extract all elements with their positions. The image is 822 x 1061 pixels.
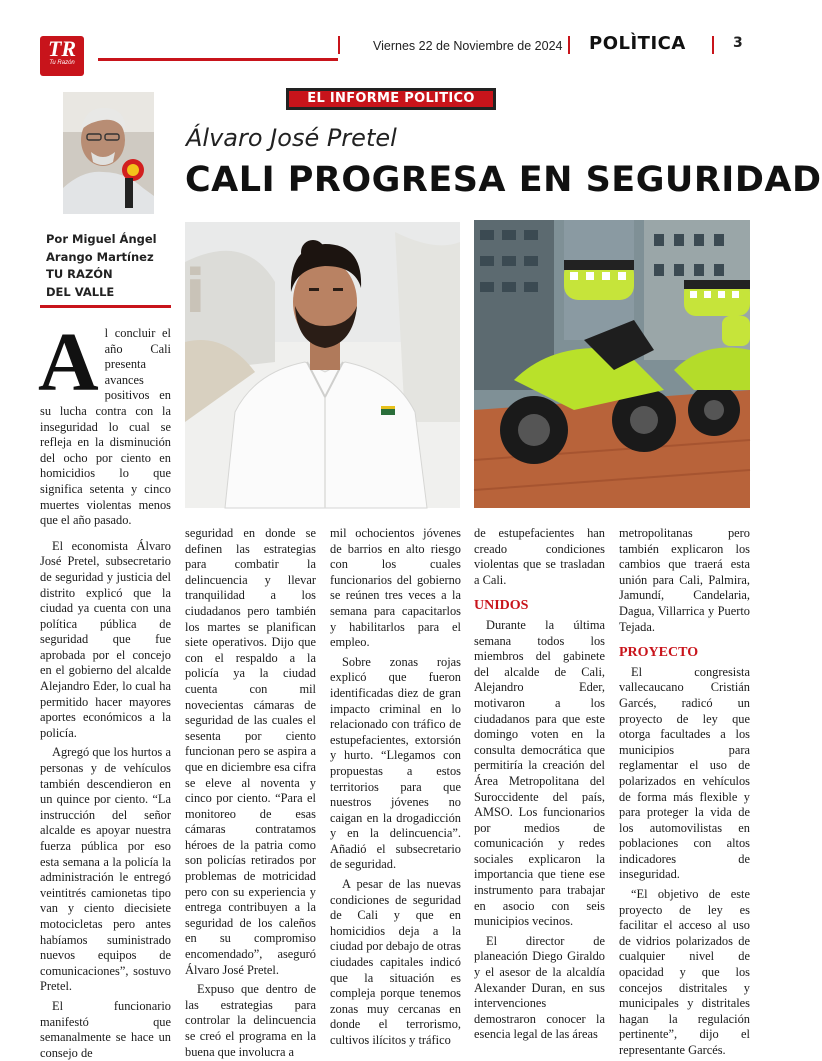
- paragraph: A pesar de las nuevas condiciones de seguridad de Cali y que en homicidios deja a la ciudad por debajo de otras ciudades capitales indicó que la situación es compleja porque tenemos zonas muy cercanas en donde el terrorismo, cultivos ilícitos y tráfico: [330, 877, 461, 1047]
- lead-paragraph: [38, 316, 171, 529]
- byline-line: TU RAZÓN: [46, 267, 113, 281]
- paragraph: metropolitanas pero también explicaron los cambios que traerá esta unión para Cali, Palmira, Jamundí, Candelaria, Dagua, Villarrica y Puerto Tejada.: [619, 526, 750, 634]
- header-divider: [712, 36, 714, 54]
- lead-text: l concluir el año Cali presenta avances positivos en su lucha contra con la inseguridad lo cual se refleja en la disminución del ocho por ciento en homicidios lo que significa setenta y cinco muertes violentas menos que el año pasado.: [40, 326, 171, 528]
- header-divider: [338, 36, 340, 54]
- paragraph: de estupefacientes han creado condiciones violentas que se trasladan a Cali.: [474, 526, 605, 587]
- paragraph: Agregó que los hurtos a personas y de vehículos también descendieron en un quince por ciento. “La instrucción del señor alcalde es apoyar nuestra fuerza pública por eso esta semana a la policía la administración le entregó veintitrés camionetas tipo van y ciento diecisiete motocicletas pero antes habíamos suministrado nuevos equipos de comunicaciones”, sostuvo Pretel.: [40, 745, 171, 994]
- paragraph: El congresista vallecaucano Cristián Garcés, radicó un proyecto de ley que otorga facultades a los municipios para reglamentar el uso de polarizados en vehículos de forma más flexible y para proteger la vida de los automovilistas en poblaciones con altos indicadores de inseguridad.: [619, 664, 750, 882]
- subhead-unidos: UNIDOS: [474, 598, 529, 614]
- author-photo: [63, 92, 154, 214]
- byline: [46, 231, 171, 301]
- paragraph: “El objetivo de este proyecto de ley es facilitar el acceso al uso de vidrios polarizados de cualquier nivel de opacidad y que los concejos distritales y municipales y distritales hagan la regulación pertinente”, dijo el representante Garcés.: [619, 887, 750, 1057]
- byline-line: Por Miguel Ángel: [46, 232, 157, 246]
- article-headline: CALI PROGRESA EN SEGURIDAD: [185, 160, 822, 200]
- article-column-1: [38, 316, 171, 1060]
- paragraph: Durante la última semana todos los miembros del gabinete del alcalde de Cali, Alejandro Eder, motivaron a los ciudadanos para que este domingo voten en la consulta democrática que permitiría la creación del Área Metropolitana del Suroccidente del país, AMSO. Los funcionarios por medios de comunicación y redes sociales explicaron la importancia que tiene ese instrumento para trabajar en asocio con seis municipios vecinos.: [474, 617, 605, 929]
- column-banner: EL INFORME POLITICO: [286, 88, 496, 110]
- motorcycles-photo: [474, 220, 750, 508]
- article-column-5: [619, 526, 750, 1057]
- section-name: POLÌTICA: [589, 33, 686, 54]
- header-divider: [568, 36, 570, 54]
- article-column-4: [474, 526, 605, 1042]
- paragraph: Expuso que dentro de las estrategias para controlar la delincuencia se creó el programa en la buena que involucra a: [185, 982, 316, 1059]
- subhead-proyecto: PROYECTO: [619, 645, 699, 661]
- article-column-3: [330, 526, 461, 1047]
- article-kicker: Álvaro José Pretel: [186, 124, 397, 152]
- portrait-photo: [185, 222, 460, 508]
- paragraph: El funcionario manifestó que semanalmente se hace un consejo de: [40, 998, 171, 1060]
- paragraph: El economista Álvaro José Pretel, subsecretario de seguridad y justicia del distrito explicó que la ciudad ya cuenta con una política pública de seguridad que fue aprobada por el concejo en el gobierno del alcalde Alejandro Eder, lo cual ha permitido hacer mayores aportes económicos a la policía.: [40, 538, 171, 740]
- paragraph: El director de planeación Diego Giraldo y el asesor de la alcaldía Alexander Duran, en sus intervenciones demostraron conocer la esencia legal de las áreas: [474, 933, 605, 1042]
- header-rule: [98, 58, 338, 61]
- byline-rule: [40, 305, 171, 308]
- newspaper-logo: [40, 36, 84, 76]
- logo-mark: TR: [47, 36, 77, 61]
- paragraph: Sobre zonas rojas explicó que fueron identificadas diez de gran impacto criminal en lo relacionado con tráfico de estupefacientes, extorsión y hurto. “Llegamos con propuestas a estos territorios para que nuestros jóvenes no caigan en la drogadicción y en la delincuencia”. Añadió el subsecretario de seguridad.: [330, 654, 461, 872]
- paragraph: mil ochocientos jóvenes de barrios en alto riesgo con los cuales funcionarios del gobierno se reúnen tres veces a la semana para capacitarlos y habilitarlos para el empleo.: [330, 526, 461, 650]
- svg-text:i: i: [185, 257, 206, 327]
- article-column-2: [185, 526, 316, 1059]
- paragraph: seguridad en donde se definen las estrategias para combatir la delincuencia y llevar tranquilidad a los ciudadanos pero también los martes se planifican siete operativos. Dijo que con el respaldo a la policía ya la ciudad cuenta con mil novecientas cámaras de seguridad de las cuales el sesenta por ciento funcionan pero se aspira a que en diciembre esa cifra se eleve al noventa y cinco por ciento. “Para el monitoreo de esas cámaras contratamos héroes de la patria como son policías retirados por problemas de motricidad pero con su experiencia y entrega contribuyen a la seguridad de los caleños en su compromiso encomendado”, aseguró Álvaro José Pretel.: [185, 526, 316, 977]
- byline-line: Arango Martínez: [46, 249, 154, 264]
- byline-line: DEL VALLE: [46, 284, 115, 299]
- drop-cap: A: [38, 316, 99, 409]
- issue-date: Viernes 22 de Noviembre de 2024: [373, 39, 563, 53]
- logo-subtitle: Tu Razón: [49, 60, 75, 66]
- page-number: 3: [733, 35, 743, 51]
